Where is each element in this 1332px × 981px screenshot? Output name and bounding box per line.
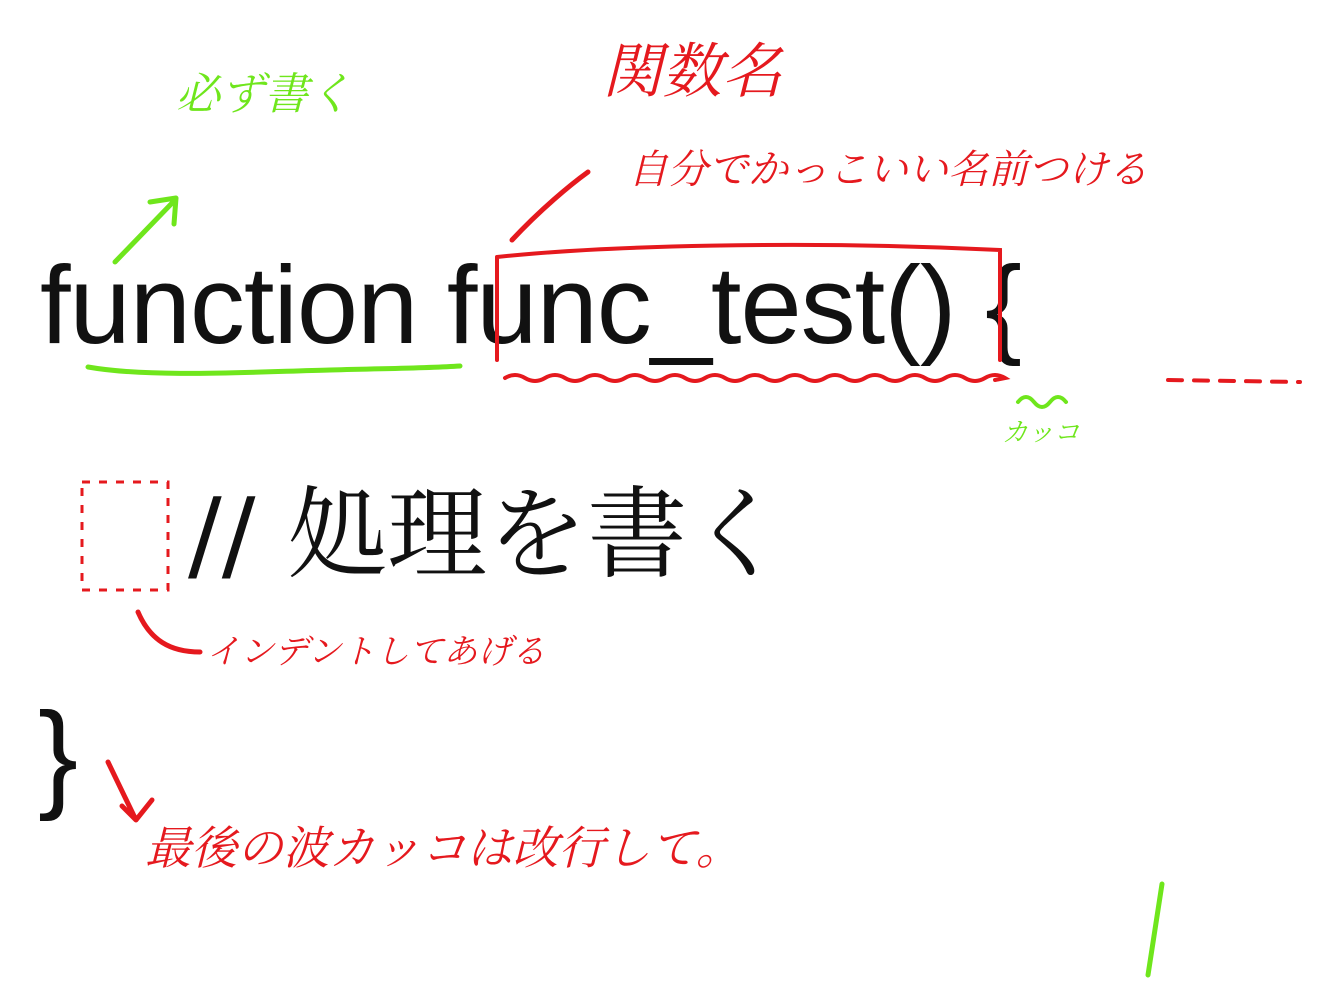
note-parentheses-label: カッコ [1002,418,1080,448]
signature-rest: () { [884,244,1021,367]
red-dashed-line [1168,380,1300,382]
green-arrow-icon [115,198,176,262]
green-stray-stroke [1148,884,1162,975]
note-indent-hint: インデントしてあげる [206,632,546,672]
red-connector-indent [138,612,200,652]
note-naming-hint: 自分でかっこいい名前つける [628,147,1148,193]
green-squiggle-parentheses [1018,397,1066,407]
green-underline-keyword [88,366,460,373]
function-name: func_test [446,244,885,367]
code-line-closing-brace: } [38,688,79,822]
red-wavy-underline [505,375,1005,381]
red-box-function-name [497,245,1000,360]
note-function-name-label: 関数名 [602,37,782,107]
note-closing-brace-hint: 最後の波カッコは改行して。 [145,821,742,875]
red-connector-naming [512,172,588,240]
note-must-write: 必ず書く [176,69,352,120]
code-line-comment: // 処理を書く [188,476,788,593]
keyword-function: function [40,244,418,367]
red-dotted-indent-box [82,482,168,590]
